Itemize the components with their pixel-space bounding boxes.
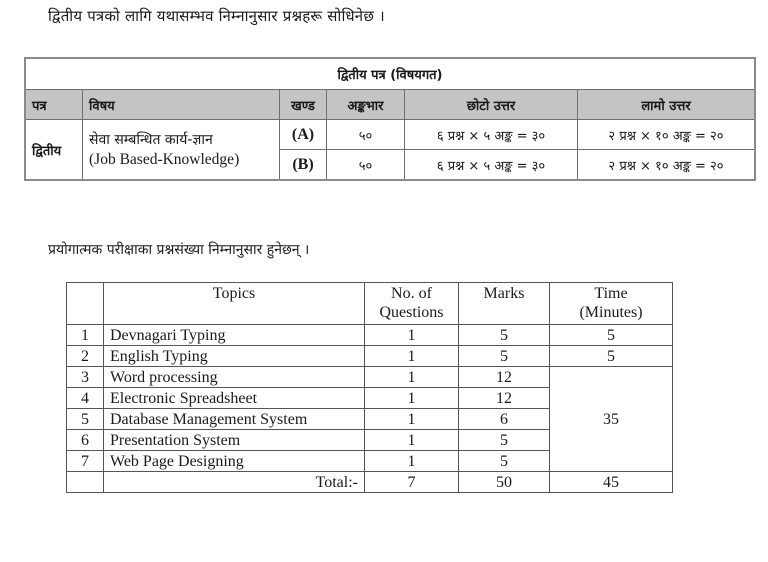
total-marks: 50 [459,472,550,493]
topic-cell: Database Management System [104,409,365,430]
sn-cell: 3 [67,367,104,388]
total-time: 45 [550,472,673,493]
long-answer-cell: २ प्रश्न × १० अङ्क = २० [578,150,756,181]
intro-text: द्वितीय पत्रको लागि यथासम्भव निम्नानुसार प्रश्नहरू सोधिनेछ । [48,7,385,25]
short-answer-cell: ६ प्रश्न × ५ अङ्क = ३० [405,150,578,181]
marks-cell: 5 [459,325,550,346]
sn-cell: 5 [67,409,104,430]
time-cell: 5 [550,325,673,346]
header-questions [365,283,459,325]
paper-table [24,57,756,181]
topic-cell: English Typing [104,346,365,367]
header-subject: विषय [83,90,280,120]
subject-cell [83,120,280,181]
total-label: Total:- [104,472,365,493]
topic-cell: Word processing [104,367,365,388]
sn-cell: 6 [67,430,104,451]
questions-cell: 1 [365,346,459,367]
sn-cell: 4 [67,388,104,409]
sn-cell: 7 [67,451,104,472]
marks-cell: 5 [459,451,550,472]
marks-cell: 6 [459,409,550,430]
questions-cell: 1 [365,451,459,472]
marks-cell: ५० [327,120,405,150]
header-time-line2: (Minutes) [579,304,643,321]
topic-cell: Electronic Spreadsheet [104,388,365,409]
header-marks: अङ्कभार [327,90,405,120]
questions-cell: 1 [365,325,459,346]
questions-cell: 1 [365,430,459,451]
marks-cell: 12 [459,388,550,409]
section-cell: (B) [280,150,327,181]
table-row [67,325,673,346]
questions-cell: 1 [365,388,459,409]
questions-cell: 1 [365,409,459,430]
time-cell: 5 [550,346,673,367]
header-marks: Marks [459,283,550,325]
header-topics [104,283,365,325]
sn-cell: 1 [67,325,104,346]
header-paper: पत्र [25,90,83,120]
sn-cell: 2 [67,346,104,367]
topic-cell: Devnagari Typing [104,325,365,346]
subject-nepali: सेवा सम्बन्धित कार्य-ज्ञान [89,131,213,148]
topic-cell: Web Page Designing [104,451,365,472]
header-questions-line1: No. of [391,285,432,302]
short-answer-cell: ६ प्रश्न × ५ अङ्क = ३० [405,120,578,150]
subject-english: (Job Based-Knowledge) [89,150,240,168]
marks-cell: 12 [459,367,550,388]
header-questions-line2: Questions [379,304,444,321]
header-short-answer: छोटो उत्तर [405,90,578,120]
table-row [67,346,673,367]
paper-cell: द्वितीय [25,120,83,181]
section-cell: (A) [280,120,327,150]
merged-time-cell: 35 [550,367,673,472]
long-answer-cell: २ प्रश्न × १० अङ्क = २० [578,120,756,150]
header-topics-label: Topics [212,285,256,302]
practical-table [66,282,673,493]
total-row [67,472,673,493]
header-section: खण्ड [280,90,327,120]
header-sn [67,283,104,325]
header-time [550,283,673,325]
questions-cell: 1 [365,367,459,388]
paper-table-title: द्वितीय पत्र (विषयगत) [25,58,755,90]
header-long-answer: लामो उत्तर [578,90,756,120]
table-row [67,367,673,388]
table-row [25,120,755,150]
header-time-line1: Time [594,285,628,302]
total-questions: 7 [365,472,459,493]
practical-text: प्रयोगात्मक परीक्षाका प्रश्नसंख्या निम्नानुसार हुनेछन् । [48,242,310,258]
marks-cell: ५० [327,150,405,181]
topic-cell: Presentation System [104,430,365,451]
total-sn-cell [67,472,104,493]
marks-cell: 5 [459,346,550,367]
marks-cell: 5 [459,430,550,451]
